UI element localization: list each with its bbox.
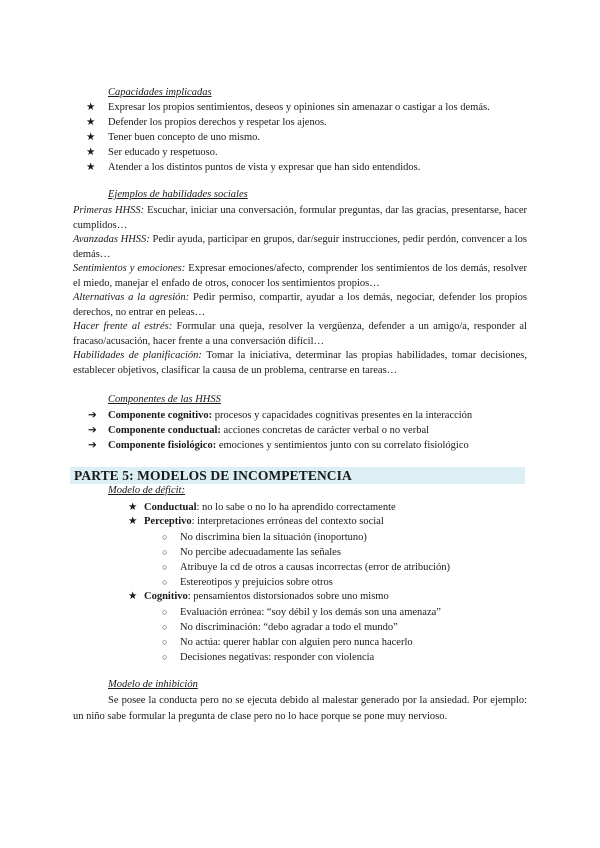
star-bullet-icon: ★ <box>128 516 138 527</box>
deficit-item-cognitivo: ★ Cognitivo: pensamientos distorsionados sobre uno mismo <box>128 591 389 602</box>
star-bullet-icon: ★ <box>128 591 138 602</box>
ejemplo-paragraph: Sentimientos y emociones: Expresar emociones/afecto, comprender los sentimientos de los demás, resolver el miedo, manejar el enfado de otros, conocer los sentimientos propios… <box>73 263 527 289</box>
componente-item: ➔ Componente cognitivo: procesos y capacidades cognitivas presentes en la interacción <box>88 410 473 421</box>
deficit-heading: Modelo de déficit: <box>108 485 185 496</box>
cognitivo-subitem: ○ No actúa: querer hablar con alguien pero nunca hacerlo <box>162 637 413 648</box>
ejemplo-paragraph: Hacer frente al estrés: Formular una queja, resolver la vergüenza, defender a un amigo/a, responder al fracaso/acusación, hacer frente a una conversación difícil… <box>73 321 527 347</box>
ejemplo-paragraph: Primeras HHSS: Escuchar, iniciar una conversación, formular preguntas, dar las gracias, presentarse, hacer cumplidos… <box>73 205 527 231</box>
cognitivo-subitem: ○ Evaluación errónea: “soy débil y los demás son una amenaza” <box>162 607 441 618</box>
arrow-bullet-icon: ➔ <box>88 425 97 436</box>
circle-bullet-icon: ○ <box>162 652 168 662</box>
circle-bullet-icon: ○ <box>162 577 168 587</box>
ejemplo-paragraph: Alternativas a la agresión: Pedir permiso, compartir, ayudar a los demás, negociar, defender los propios derechos, no entrar en peleas… <box>73 292 527 318</box>
star-bullet-icon: ★ <box>86 162 96 173</box>
circle-bullet-icon: ○ <box>162 637 168 647</box>
ejemplo-paragraph: Habilidades de planificación: Tomar la iniciativa, determinar las propias habilidades, tomar decisiones, establecer objetivos, clasificar la causa de un problema, centrarse en tareas… <box>73 350 527 376</box>
arrow-bullet-icon: ➔ <box>88 440 97 451</box>
star-bullet-icon: ★ <box>86 147 96 158</box>
cognitivo-subitem: ○ Decisiones negativas: responder con violencia <box>162 652 375 663</box>
circle-bullet-icon: ○ <box>162 622 168 632</box>
capacidad-item: ★ Ser educado y respetuoso. <box>86 147 218 158</box>
perceptivo-subitem: ○ No discrimina bien la situación (inoportuno) <box>162 532 367 543</box>
deficit-item-conductual: ★ Conductual: no lo sabe o no lo ha aprendido correctamente <box>128 502 396 513</box>
star-bullet-icon: ★ <box>86 102 96 113</box>
componentes-heading: Componentes de las HHSS <box>108 394 221 405</box>
circle-bullet-icon: ○ <box>162 562 168 572</box>
star-bullet-icon: ★ <box>86 132 96 143</box>
capacidad-item: ★ Tener buen concepto de uno mismo. <box>86 132 261 143</box>
circle-bullet-icon: ○ <box>162 547 168 557</box>
capacidad-item: ★ Expresar los propios sentimientos, deseos y opiniones sin amenazar o castigar a los demás. <box>86 102 490 113</box>
cognitivo-subitem: ○ No discriminación: “debo agradar a todo el mundo” <box>162 622 398 633</box>
perceptivo-subitem: ○ Estereotipos y prejuicios sobre otros <box>162 577 333 588</box>
capacidad-item: ★ Defender los propios derechos y respetar los ajenos. <box>86 117 327 128</box>
star-bullet-icon: ★ <box>128 502 138 513</box>
circle-bullet-icon: ○ <box>162 607 168 617</box>
inhibicion-paragraph: Se posee la conducta pero no se ejecuta debido al malestar generado por la ansiedad. Por ejemplo: un niño sabe formular la pregunta de clase pero no lo hace porque se pone muy nervioso. <box>73 695 527 722</box>
circle-bullet-icon: ○ <box>162 532 168 542</box>
capacidades-heading: Capacidades implicadas <box>108 87 212 98</box>
componente-item: ➔ Componente conductual: acciones concretas de carácter verbal o no verbal <box>88 425 430 436</box>
perceptivo-subitem: ○ Atribuye la cd de otros a causas incorrectas (error de atribución) <box>162 562 450 573</box>
componente-item: ➔ Componente fisiológico: emociones y sentimientos junto con su correlato fisiológico <box>88 440 469 451</box>
capacidad-item: ★ Atender a los distintos puntos de vista y expresar que han sido entendidos. <box>86 162 421 173</box>
ejemplos-heading: Ejemplos de habilidades sociales <box>108 189 248 200</box>
ejemplo-paragraph: Avanzadas HHSS: Pedir ayuda, participar en grupos, dar/seguir instrucciones, pedir perdón, convencer a los demás… <box>73 234 527 260</box>
inhibicion-heading: Modelo de inhibición <box>108 679 198 690</box>
star-bullet-icon: ★ <box>86 117 96 128</box>
arrow-bullet-icon: ➔ <box>88 410 97 421</box>
deficit-item-perceptivo: ★ Perceptivo: interpretaciones erróneas del contexto social <box>128 516 384 527</box>
section-title: PARTE 5: MODELOS DE INCOMPETENCIA <box>74 468 352 483</box>
perceptivo-subitem: ○ No percibe adecuadamente las señales <box>162 547 341 558</box>
